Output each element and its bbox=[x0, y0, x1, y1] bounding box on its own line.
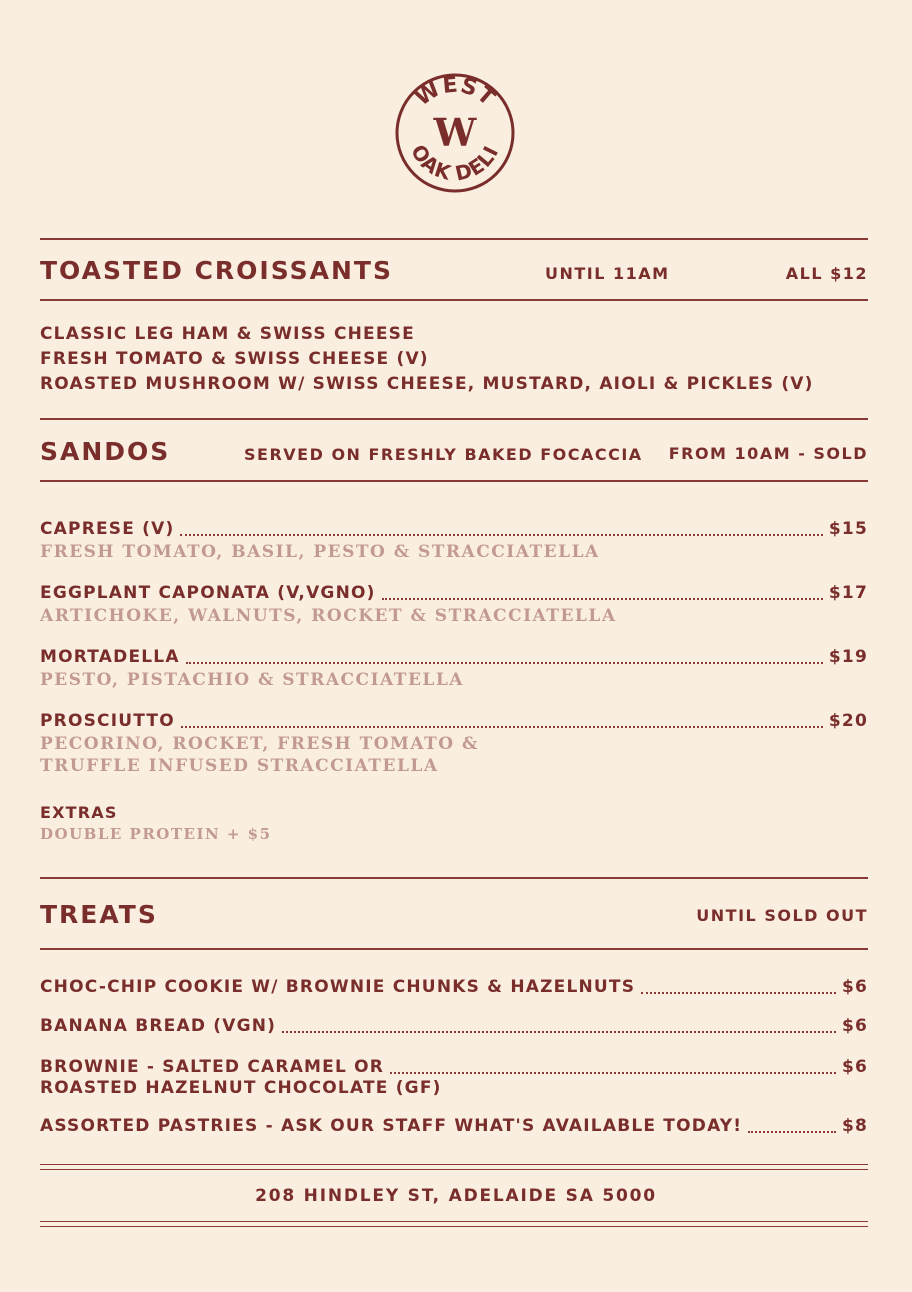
menu-item-price: $15 bbox=[828, 519, 868, 539]
menu-item-price: $20 bbox=[828, 711, 868, 731]
treats-time: UNTIL SOLD OUT bbox=[696, 906, 868, 925]
dot-leader bbox=[181, 726, 823, 728]
menu-item-row bbox=[40, 1114, 868, 1139]
svg-text:WEST bbox=[411, 73, 500, 112]
section-divider bbox=[40, 877, 868, 879]
menu-item-description: PESTO, PISTACHIO & STRACCIATELLA bbox=[40, 670, 465, 690]
menu-item-name: MORTADELLA bbox=[40, 647, 180, 667]
dot-leader bbox=[382, 598, 823, 600]
footer-divider bbox=[40, 1226, 868, 1227]
dot-leader bbox=[390, 1072, 836, 1074]
croissant-item: FRESH TOMATO & SWISS CHEESE (V) bbox=[40, 349, 429, 369]
extras-description: DOUBLE PROTEIN + $5 bbox=[40, 825, 272, 843]
sandos-title: SANDOS bbox=[40, 437, 171, 466]
menu-item-price: $6 bbox=[841, 977, 868, 997]
treats-title: TREATS bbox=[40, 900, 158, 929]
menu-item-row bbox=[40, 645, 868, 670]
menu-item-price: $19 bbox=[828, 647, 868, 667]
dot-leader bbox=[748, 1131, 836, 1133]
sandos-time: FROM 10AM - SOLD bbox=[668, 444, 868, 463]
extras-title: EXTRAS bbox=[40, 803, 118, 822]
footer-address: 208 HINDLEY ST, ADELAIDE SA 5000 bbox=[255, 1186, 657, 1206]
section-divider bbox=[40, 418, 868, 420]
menu-item-row bbox=[40, 709, 868, 734]
sandos-subtitle: SERVED ON FRESHLY BAKED FOCACCIA bbox=[244, 445, 643, 464]
logo-letter: W bbox=[433, 110, 477, 155]
section-divider bbox=[40, 480, 868, 482]
dot-leader bbox=[180, 534, 822, 536]
section-divider bbox=[40, 948, 868, 950]
menu-item-name-line2: ROASTED HAZELNUT CHOCOLATE (GF) bbox=[40, 1078, 442, 1098]
menu-item-description: ARTICHOKE, WALNUTS, ROCKET & STRACCIATELLA bbox=[40, 606, 617, 626]
menu-item-name: CAPRESE (V) bbox=[40, 519, 175, 539]
dot-leader bbox=[186, 662, 823, 664]
croissants-title: TOASTED CROISSANTS bbox=[40, 256, 393, 285]
logo-top-text: WEST bbox=[410, 72, 501, 112]
dot-leader bbox=[641, 992, 836, 994]
footer-divider bbox=[40, 1221, 868, 1222]
footer-divider bbox=[40, 1164, 868, 1165]
section-divider bbox=[40, 299, 868, 301]
croissant-item: ROASTED MUSHROOM W/ SWISS CHEESE, MUSTARD, AIOLI & PICKLES (V) bbox=[40, 374, 814, 394]
menu-item-name: BROWNIE - SALTED CARAMEL OR bbox=[40, 1057, 385, 1077]
menu-item-price: $6 bbox=[841, 1057, 868, 1077]
menu-item-name: PROSCIUTTO bbox=[40, 711, 175, 731]
menu-item-name: BANANA BREAD (VGN) bbox=[40, 1016, 277, 1036]
menu-item-name: ASSORTED PASTRIES - ASK OUR STAFF WHAT'S AVAILABLE TODAY! bbox=[40, 1116, 743, 1136]
croissants-time: UNTIL 11AM bbox=[545, 264, 670, 283]
menu-item-price: $8 bbox=[841, 1116, 868, 1136]
menu-item-row bbox=[40, 975, 868, 1000]
section-divider bbox=[40, 238, 868, 240]
west-oak-deli-logo bbox=[394, 72, 516, 194]
croissant-item: CLASSIC LEG HAM & SWISS CHEESE bbox=[40, 324, 415, 344]
menu-item-description: FRESH TOMATO, BASIL, PESTO & STRACCIATELLA bbox=[40, 542, 600, 562]
menu-item-name: CHOC-CHIP COOKIE W/ BROWNIE CHUNKS & HAZELNUTS bbox=[40, 977, 636, 997]
logo-bottom-text: OAK DELI bbox=[406, 140, 504, 186]
dot-leader bbox=[282, 1031, 836, 1033]
menu-item-price: $6 bbox=[841, 1016, 868, 1036]
menu-item-row bbox=[40, 1014, 868, 1039]
menu-item-description: PECORINO, ROCKET, FRESH TOMATO & bbox=[40, 734, 479, 754]
menu-item-description: TRUFFLE INFUSED STRACCIATELLA bbox=[40, 756, 439, 776]
menu-item-price: $17 bbox=[828, 583, 868, 603]
croissants-price: ALL $12 bbox=[785, 264, 868, 283]
footer-divider bbox=[40, 1169, 868, 1170]
menu-item-name: EGGPLANT CAPONATA (V,VGNO) bbox=[40, 583, 376, 603]
menu-item-row bbox=[40, 581, 868, 606]
menu-item-row bbox=[40, 517, 868, 542]
